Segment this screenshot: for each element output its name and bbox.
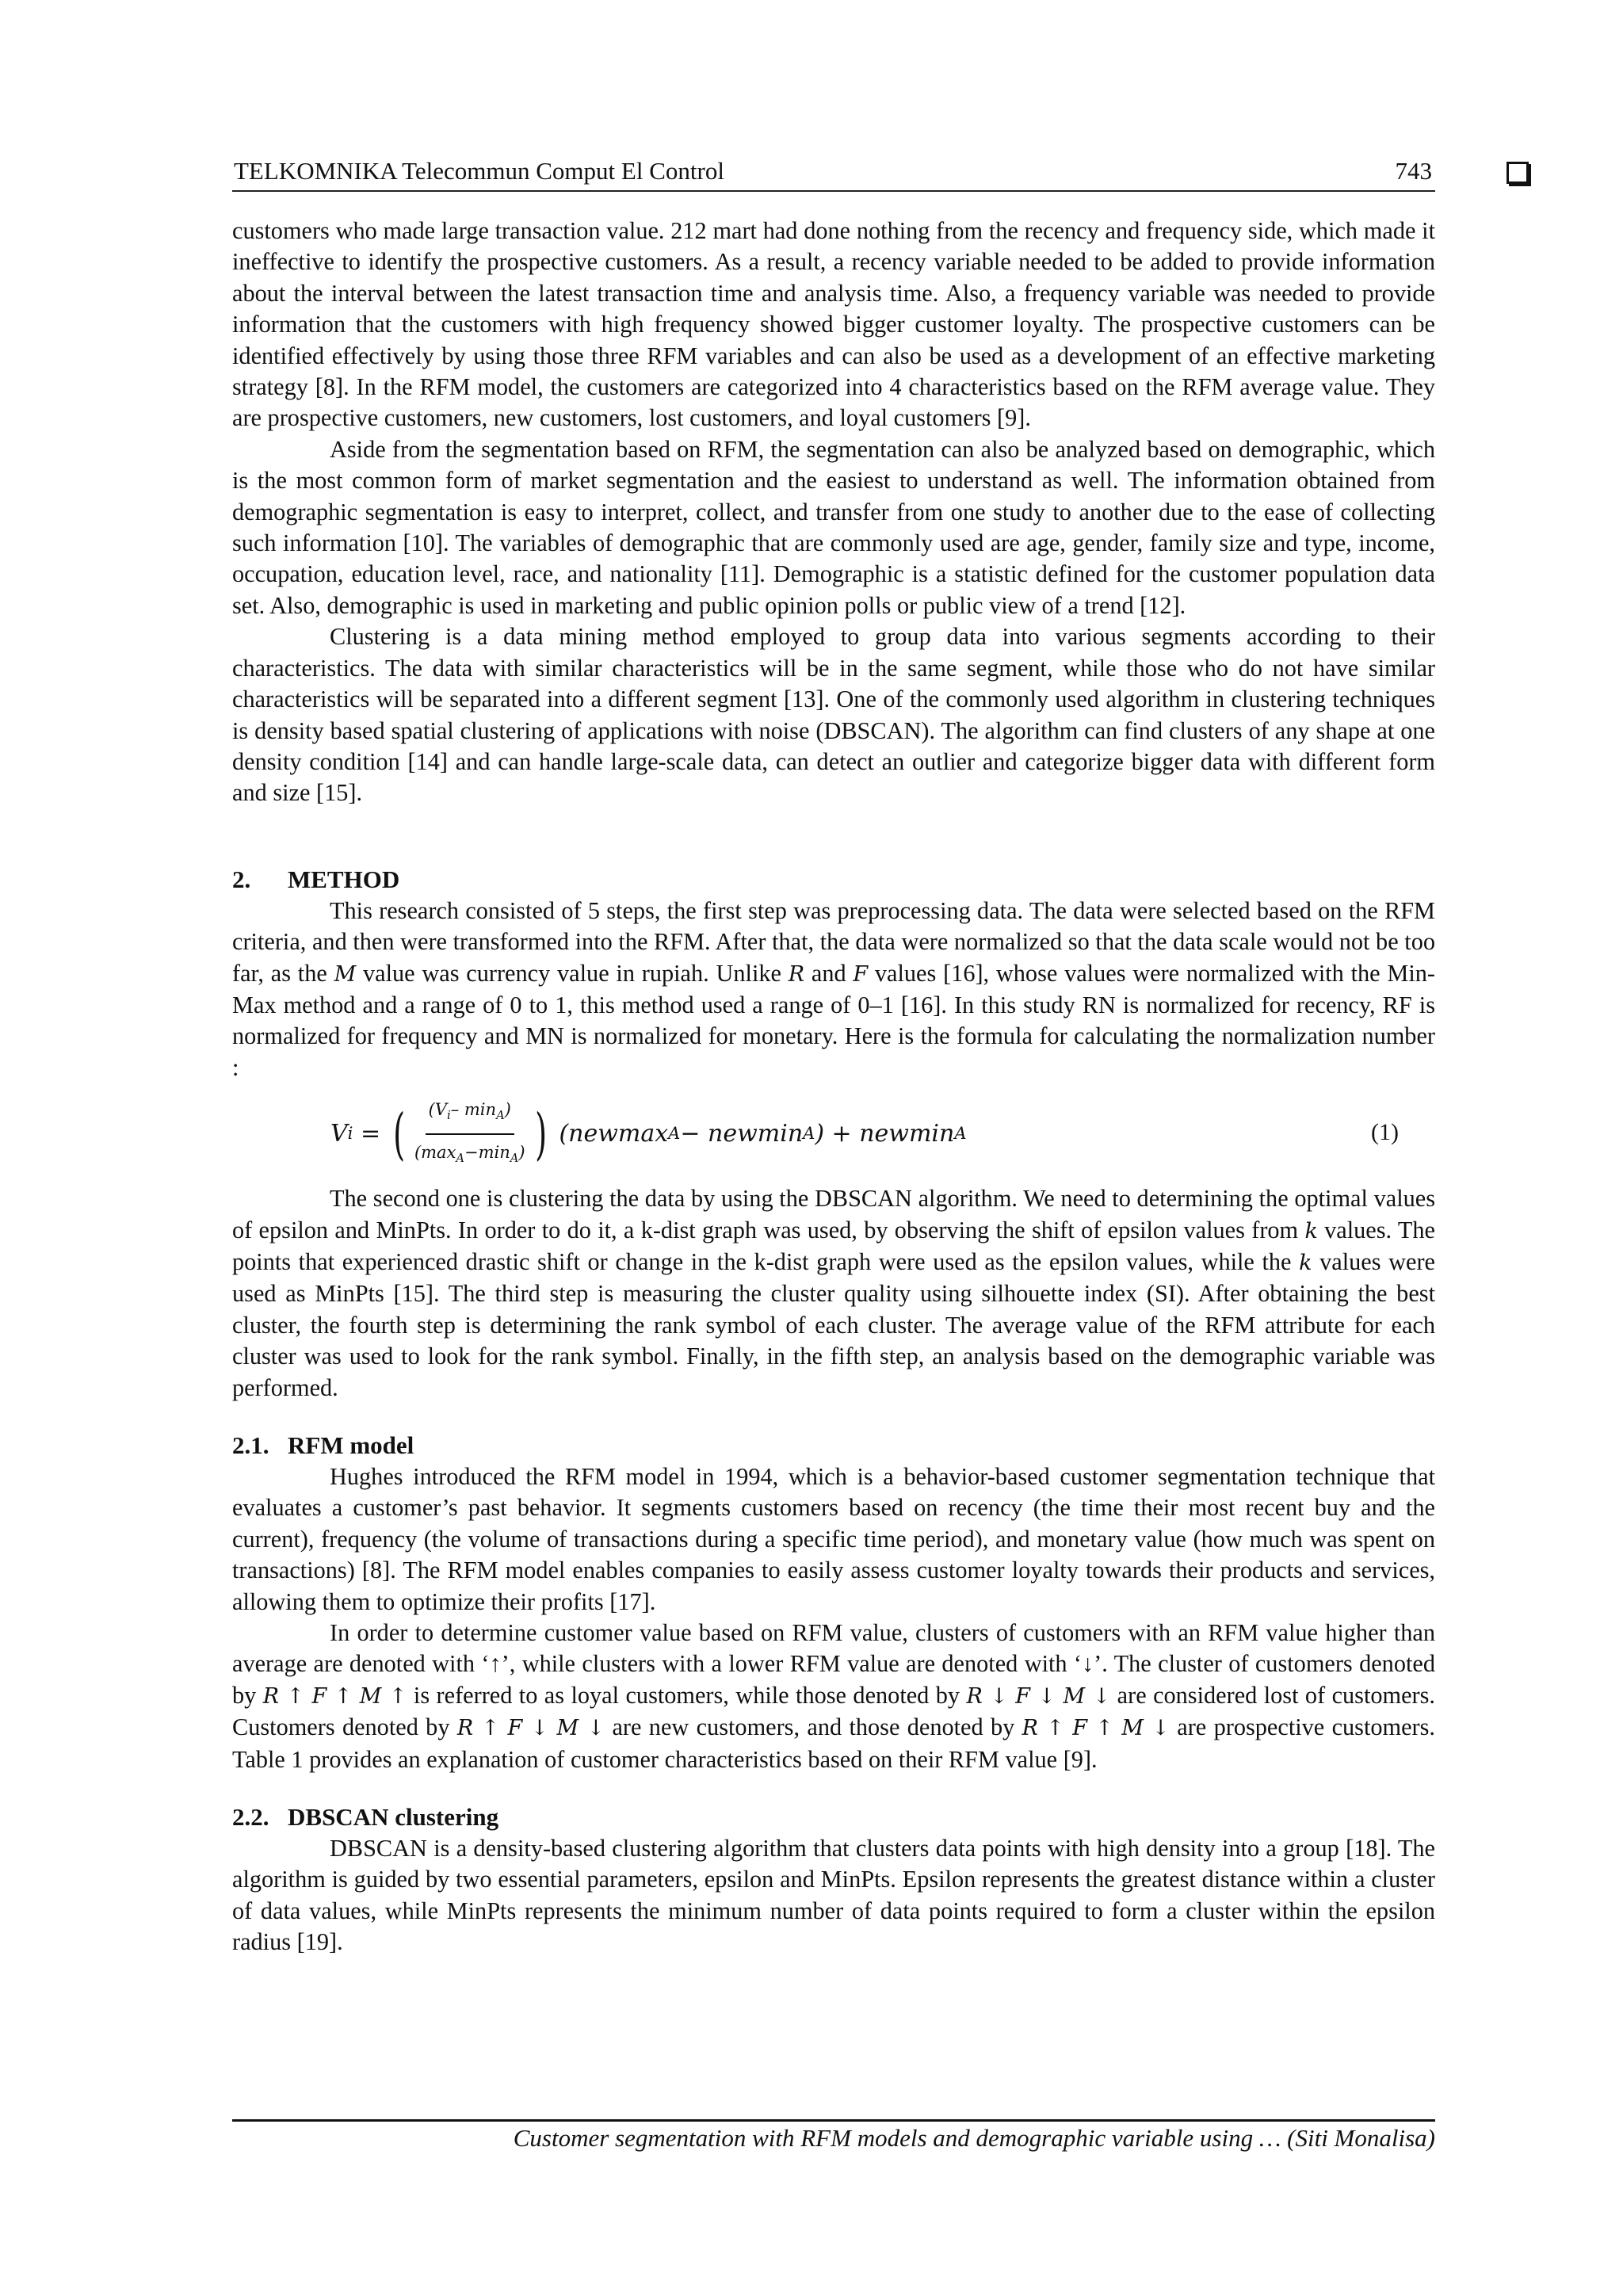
rfm-symbol-new: R ↑ F ↓ M ↓ — [456, 1716, 605, 1741]
subsection-heading-dbscan — [232, 1801, 1435, 1833]
intro-paragraph-3: Clustering is a data mining method employed to group data into various segments according to their characteristics. The data with similar characteristics will be in the same segment, while those who do not have similar characteristics will be separated into a different segment [13]. One of the commonly used algorithm in clustering techniques is density based spatial clustering of applications with noise (DBSCAN). The algorithm can find clusters of any shape at one density condition [14] and can handle large-scale data, can detect an outlier and categorize bigger data with different form and size [15]. — [232, 623, 1435, 807]
dbscan-paragraph-1: DBSCAN is a density-based clustering algorithm that clusters data points with high density into a group [18]. The algorithm is guided by two essential parameters, epsilon and MinPts. Epsilon represents the greatest distance within a cluster of data values, while MinPts represents the minimum number of data points required to form a cluster within the epsilon radius [19]. — [232, 1835, 1435, 1956]
method-paragraph-2: The second one is clustering the data by using the DBSCAN algorithm. We need to determining the optimal values of epsilon and MinPts. In order to do it, a k-dist graph was used, by observing the shift of epsilon values from k values. The points that experienced drastic shift or change in the k-dist graph were used as the epsilon values, while the k values were used as MinPts [15]. The third step is measuring the cluster quality using silhouette index (SI). After obtaining the best cluster, the fourth step is determining the rank symbol of each cluster. The average value of the RFM attribute for each cluster was used to look for the rank symbol. Finally, in the fifth step, an analysis based on the demographic variable was performed. — [232, 1185, 1435, 1401]
subsection-number: 2.2. — [232, 1803, 269, 1832]
normalization-equation: V i = ( $\frac{(V_i- \min_A)}{(\max_A-\min_A)}$ ) (newmax A − newmin A ) + newmin A (1) — [232, 1093, 1435, 1175]
equation-number: (1) — [1371, 1119, 1399, 1146]
subsection-number: 2.1. — [232, 1431, 269, 1459]
subsection-title: DBSCAN clustering — [288, 1803, 499, 1832]
intro-paragraph-2: Aside from the segmentation based on RFM, the segmentation can also be analyzed based on demographic, which is the most common form of market segmentation and the easiest to understand as well. The information obtained from demographic segmentation is easy to interpret, collect, and transfer from one study to another due to the ease of collecting such information [10]. The variables of demographic that are commonly used are age, gender, family size and type, income, occupation, education level, race, and nationality [11]. Demographic is a statistic defined for the customer population data set. Also, demographic is used in marketing and public opinion polls or public view of a trend [12]. — [232, 435, 1435, 619]
rfm-symbol-loyal: R ↑ F ↑ M ↑ — [262, 1683, 407, 1709]
footer-rule — [232, 2119, 1435, 2122]
page-body — [232, 216, 1435, 1958]
math-var-f: F — [853, 961, 869, 987]
rfm-paragraph-1: Hughes introduced the RFM model in 1994, which is a behavior-based customer segmentation technique that evaluates a customer’s past behavior. It segments customers based on recency (the time their most recent buy and the current), frequency (the volume of transactions during a specific time period), and monetary value (how much was spent on transactions) [8]. The RFM model enables companies to easily assess customer loyalty towards their products and services, allowing them to optimize their profits [17]. — [232, 1463, 1435, 1615]
method-paragraph-1: This research consisted of 5 steps, the first step was preprocessing data. The data were selected based on the RFM criteria, and then were transformed into the RFM. After that, the data were normalized so that the data scale would not be too far, as the M value was currency value in rupiah. Unlike R and F values [16], whose values were normalized with the Min-Max method and a range of 0 to 1, this method used a range of 0–1 [16]. In this study RN is normalized for recency, RF is normalized for frequency and MN is normalized for monetary. Here is the formula for calculating the normalization number : — [232, 896, 1435, 1081]
journal-name: TELKOMNIKA Telecommun Comput El Control — [234, 157, 724, 185]
subsection-title: RFM model — [288, 1431, 414, 1459]
math-var-k: k — [1304, 1218, 1318, 1244]
section-number: 2. — [232, 865, 251, 893]
page-number: 743 — [1395, 157, 1432, 185]
math-var-k: k — [1299, 1250, 1312, 1275]
open-paren: ( — [392, 1102, 405, 1167]
close-paren: ) — [534, 1102, 547, 1167]
subsection-heading-rfm — [232, 1430, 1435, 1461]
section-title: METHOD — [288, 865, 400, 893]
rfm-paragraph-2: In order to determine customer value based on RFM value, clusters of customers with an RFM value higher than average are denoted with ‘↑’, while clusters with a lower RFM value are denoted with ‘↓’. The cluster of customers denoted by R ↑ F ↑ M ↑ is referred to as loyal customers, while those denoted by R ↓ F ↓ M ↓ are considered lost of customers. Customers denoted by R ↑ F ↓ M ↓ are new customers, and those denoted by R ↑ F ↑ M ↓ are prospective customers. Table 1 provides an explanation of customer characteristics based on their RFM value [9]. — [232, 1619, 1436, 1773]
rfm-symbol-prospective: R ↑ F ↑ M ↓ — [1022, 1716, 1170, 1741]
rfm-symbol-lost: R ↓ F ↓ M ↓ — [966, 1683, 1111, 1709]
running-footer: Customer segmentation with RFM models and demographic variable using … (Siti Monalisa) — [513, 2124, 1435, 2152]
running-header — [232, 155, 1435, 192]
section-heading-method — [232, 864, 1435, 896]
math-var-r: R — [788, 961, 805, 987]
checkbox-square-icon — [1507, 162, 1529, 184]
math-var-m: M — [334, 961, 357, 987]
equation-fraction: $\frac{(V_i- \min_A)}{(\max_A-\min_A)}$ — [411, 1095, 529, 1175]
intro-paragraph-1: customers who made large transaction value. 212 mart had done nothing from the recency and frequency side, which made it ineffective to identify the prospective customers. As a result, a recency variable needed to be added to provide information about the interval between the latest transaction time and analysis time. Also, a frequency variable was needed to provide information that the customers with high frequency showed bigger customer loyalty. The prospective customers can be identified effectively by using those three RFM variables and can also be used as a development of an effective marketing strategy [8]. In the RFM model, the customers are categorized into 4 characteristics based on the RFM average value. They are prospective customers, new customers, lost customers, and loyal customers [9]. — [232, 217, 1435, 432]
